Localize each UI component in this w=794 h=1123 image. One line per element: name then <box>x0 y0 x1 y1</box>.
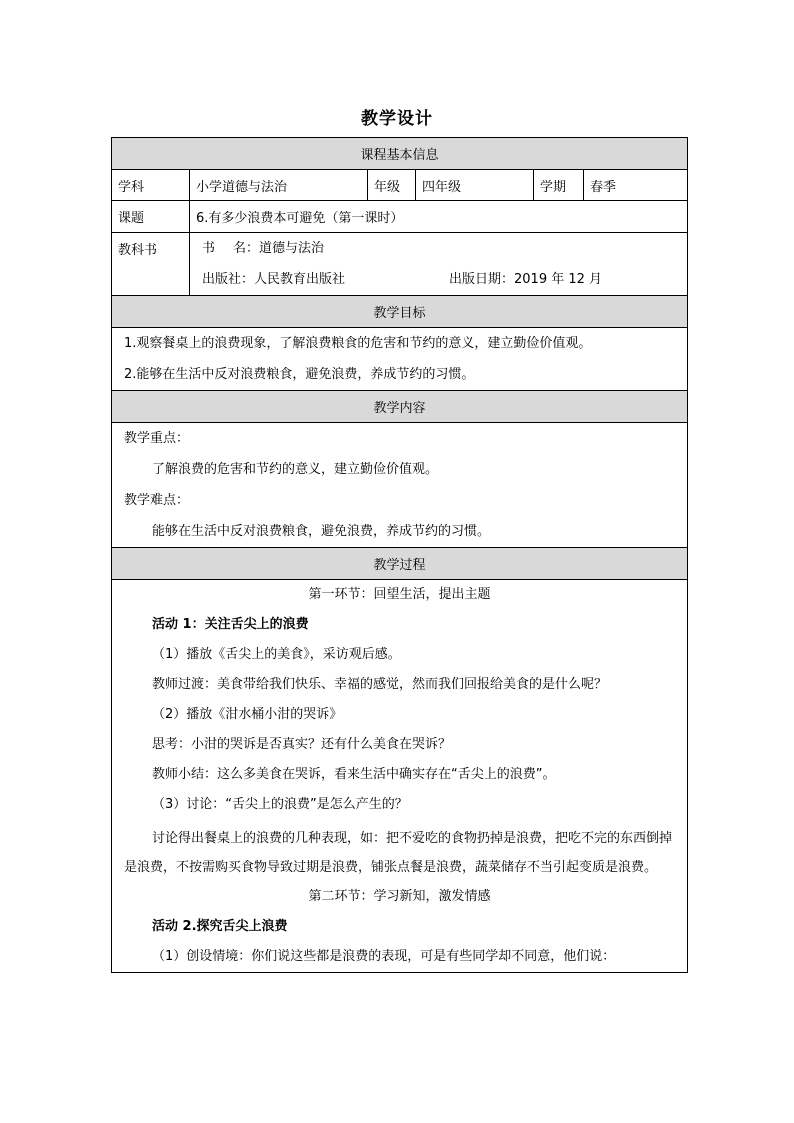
process-row <box>112 580 688 973</box>
textbook-info <box>190 233 688 296</box>
book-name-value: 名：道德与法治 <box>233 241 325 256</box>
textbook-label: 教科书 <box>112 233 190 296</box>
book-name-label: 书 <box>202 241 216 256</box>
process-header-row <box>112 548 688 580</box>
activity1-step3: （3）讨论：“舌尖上的浪费”是怎么产生的？ <box>152 797 408 812</box>
subject-value: 小学道德与法治 <box>190 170 368 201</box>
section2-title: 第二环节：学习新知，激发情感 <box>308 889 491 904</box>
section1-title: 第一环节：回望生活，提出主题 <box>308 587 491 602</box>
lesson-value: 6.有多少浪费本可避免（第一课时） <box>190 201 688 233</box>
activity1-transition: 教师过渡：美食带给我们快乐、幸福的感觉，然而我们回报给美食的是什么呢？ <box>152 677 608 692</box>
textbook-row <box>112 233 688 296</box>
activity1-discussion: 讨论得出餐桌上的浪费的几种表现，如：把不爱吃的食物扔掉是浪费，把吃不完的东西倒掉是浪费，不按需购买食物导致过期是浪费，铺张点餐是浪费，蔬菜储存不当引起变质是浪费。 <box>124 831 673 875</box>
objectives-header-row <box>112 296 688 328</box>
content-header: 教学内容 <box>112 391 688 423</box>
lesson-row <box>112 201 688 233</box>
difficulty-text: 能够在生活中反对浪费粮食，避免浪费，养成节约的习惯。 <box>152 524 491 539</box>
content-row <box>112 423 688 548</box>
objectives-header: 教学目标 <box>112 296 688 328</box>
activity1-think: 思考：小泔的哭诉是否真实？还有什么美食在哭诉？ <box>152 737 452 752</box>
term-value: 春季 <box>584 170 688 201</box>
subject-label: 学科 <box>112 170 190 201</box>
publisher: 出版社：人民教育出版社 <box>202 272 346 287</box>
term-label: 学期 <box>534 170 584 201</box>
grade-value: 四年级 <box>416 170 534 201</box>
process-cell <box>112 580 688 973</box>
activity2-title: 活动 2.探究舌尖上浪费 <box>152 919 288 934</box>
activity1-step2: （2）播放《泔水桶小泔的哭诉》 <box>152 707 343 722</box>
publish-date: 出版日期：2019 年 12 月 <box>449 272 603 287</box>
key-point-label: 教学重点： <box>124 431 190 446</box>
key-point-text: 了解浪费的危害和节约的意义，建立勤俭价值观。 <box>152 462 439 477</box>
difficulty-label: 教学难点： <box>124 493 190 508</box>
objective-item: 1.观察餐桌上的浪费现象，了解浪费粮食的危害和节约的意义，建立勤俭价值观。 <box>124 336 592 351</box>
content-cell <box>112 423 688 548</box>
activity1-step1: （1）播放《舌尖上的美食》，采访观后感。 <box>152 647 401 662</box>
lesson-plan-table <box>111 137 688 973</box>
lesson-label: 课题 <box>112 201 190 233</box>
objectives-row <box>112 328 688 391</box>
grade-label: 年级 <box>368 170 416 201</box>
publisher-line <box>196 264 681 295</box>
activity1-summary: 教师小结：这么多美食在哭诉，看来生活中确实存在“舌尖上的浪费”。 <box>152 767 556 782</box>
subject-row <box>112 170 688 201</box>
objective-item: 2.能够在生活中反对浪费粮食，避免浪费，养成节约的习惯。 <box>124 367 475 382</box>
process-header: 教学过程 <box>112 548 688 580</box>
objectives-cell <box>112 328 688 391</box>
document-title: 教学设计 <box>361 109 433 129</box>
activity2-step1: （1）创设情境：你们说这些都是浪费的表现，可是有些同学却不同意，他们说： <box>152 949 616 964</box>
basic-info-header: 课程基本信息 <box>112 138 688 170</box>
basic-info-header-row <box>112 138 688 170</box>
content-header-row <box>112 391 688 423</box>
book-name-line <box>196 233 681 264</box>
activity1-title: 活动 1：关注舌尖上的浪费 <box>152 617 309 632</box>
